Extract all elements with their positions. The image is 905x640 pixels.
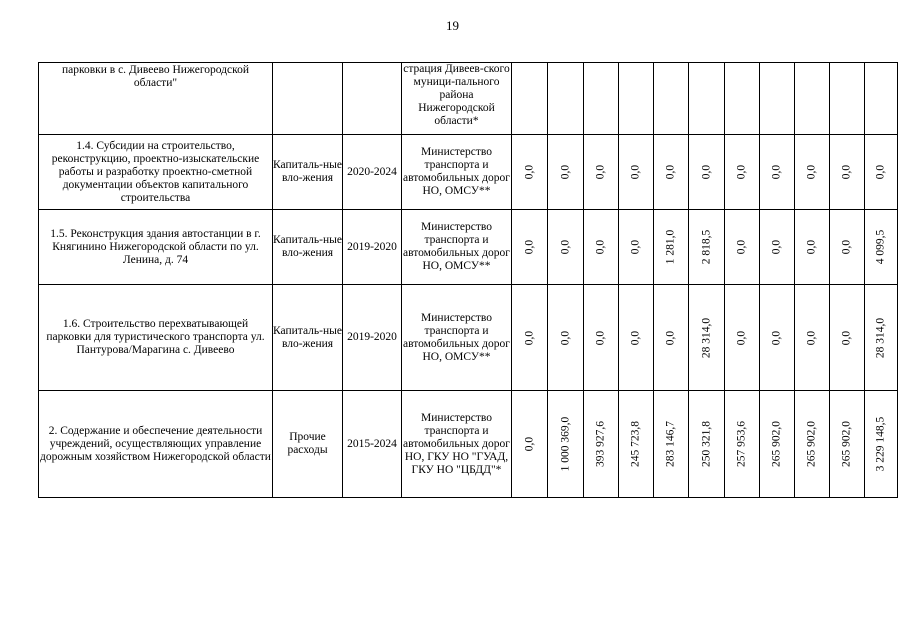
period-cell: 2015-2024 (343, 391, 402, 498)
value-cell (725, 391, 760, 498)
value-text: 0,0 (840, 330, 853, 345)
cost-type-cell: Капиталь-ные вло-жения (273, 285, 343, 391)
measure-name-cell: 1.6. Строительство перехватывающей парковки для туристического транспорта ул. Пантурова/Марагина с. Дивеево (39, 285, 273, 391)
value-text: 0,0 (523, 239, 535, 255)
executor-cell: Министерство транспорта и автомобильных дорог НО, ОМСУ** (402, 135, 512, 210)
value-cell (654, 210, 689, 285)
value-cell (512, 63, 548, 135)
measure-name-cell: 2. Содержание и обеспечение деятельности учреждений, осуществляющих управление дорожным хозяйством Нижегородской области (39, 391, 273, 498)
value-text: 0,0 (735, 330, 748, 345)
value-cell (725, 285, 760, 391)
value-cell (619, 391, 654, 498)
program-table (38, 62, 898, 498)
total-text: 0,0 (874, 164, 887, 180)
value-text: 0,0 (664, 164, 677, 180)
measure-name-cell: 1.4. Субсидии на строительство, реконструкцию, проектно-изыскательские работы и разработку проектно-сметной документации объектов капитального строительства (39, 135, 273, 210)
value-cell (795, 391, 830, 498)
value-cell (548, 285, 584, 391)
value-cell (654, 391, 689, 498)
value-cell (584, 135, 619, 210)
value-cell (619, 135, 654, 210)
value-cell (619, 63, 654, 135)
value-cell (830, 285, 865, 391)
value-text: 0,0 (629, 239, 642, 255)
value-cell (795, 285, 830, 391)
value-text: 257 953,6 (735, 421, 748, 467)
value-text: 1 000 369,0 (559, 416, 571, 472)
value-text: 0,0 (559, 330, 571, 345)
period-cell (343, 63, 402, 135)
table-row (39, 210, 898, 285)
table-row (39, 63, 898, 135)
executor-cell: Министерство транспорта и автомобильных дорог НО, ОМСУ** (402, 285, 512, 391)
value-text: 0,0 (770, 164, 783, 180)
value-text: 393 927,6 (594, 421, 607, 467)
cost-type-cell: Капиталь-ные вло-жения (273, 135, 343, 210)
value-text: 0,0 (629, 330, 642, 345)
value-cell (760, 210, 795, 285)
value-cell (760, 391, 795, 498)
value-text: 0,0 (523, 436, 535, 452)
total-cell (865, 210, 898, 285)
executor-cell: Министерство транспорта и автомобильных дорог НО, ОМСУ** (402, 210, 512, 285)
value-text: 0,0 (805, 164, 818, 180)
value-cell (760, 135, 795, 210)
value-cell (795, 135, 830, 210)
value-text: 0,0 (805, 239, 818, 255)
value-cell (830, 135, 865, 210)
value-cell (760, 285, 795, 391)
value-cell (689, 135, 725, 210)
value-text: 265 902,0 (840, 421, 853, 467)
value-cell (654, 285, 689, 391)
value-cell (512, 210, 548, 285)
value-text: 0,0 (770, 330, 783, 345)
value-text: 0,0 (523, 330, 535, 345)
value-text: 0,0 (523, 164, 535, 180)
value-cell (584, 391, 619, 498)
value-cell (584, 285, 619, 391)
value-cell (512, 285, 548, 391)
value-text: 0,0 (594, 164, 607, 180)
value-cell (548, 210, 584, 285)
total-cell (865, 63, 898, 135)
period-cell: 2019-2020 (343, 285, 402, 391)
value-cell (689, 391, 725, 498)
value-text: 0,0 (735, 239, 748, 255)
value-cell (619, 285, 654, 391)
value-cell (584, 210, 619, 285)
value-cell (689, 63, 725, 135)
value-text: 0,0 (700, 164, 712, 180)
value-text: 0,0 (770, 239, 783, 255)
value-text: 0,0 (805, 330, 818, 345)
total-text: 3 229 148,5 (874, 416, 887, 472)
value-text: 0,0 (594, 239, 607, 255)
value-text: 245 723,8 (629, 421, 642, 467)
value-cell (725, 210, 760, 285)
value-text: 265 902,0 (805, 421, 818, 467)
value-cell (689, 210, 725, 285)
value-cell (689, 285, 725, 391)
value-cell (725, 135, 760, 210)
value-cell (584, 63, 619, 135)
total-cell (865, 391, 898, 498)
value-text: 0,0 (559, 164, 571, 180)
value-text: 2 818,5 (700, 229, 712, 265)
value-cell (830, 210, 865, 285)
value-text: 283 146,7 (664, 421, 677, 467)
value-cell (548, 63, 584, 135)
executor-cell: страция Дивеев-ского муници-пального района Нижегородской области* (402, 63, 512, 135)
value-text: 0,0 (629, 164, 642, 180)
value-cell (830, 391, 865, 498)
executor-cell: Министерство транспорта и автомобильных дорог НО, ГКУ НО "ГУАД, ГКУ НО "ЦБДД"* (402, 391, 512, 498)
value-cell (760, 63, 795, 135)
table-row (39, 285, 898, 391)
value-cell (725, 63, 760, 135)
measure-name-cell: 1.5. Реконструкция здания автостанции в г. Княгинино Нижегородской области по ул. Ленина, д. 74 (39, 210, 273, 285)
value-cell (548, 135, 584, 210)
cost-type-cell (273, 63, 343, 135)
value-cell (512, 391, 548, 498)
value-cell (795, 63, 830, 135)
table-row (39, 135, 898, 210)
total-cell (865, 285, 898, 391)
page-number: 19 (446, 18, 459, 33)
total-text: 28 314,0 (874, 317, 887, 358)
table-row (39, 391, 898, 498)
value-text: 265 902,0 (770, 421, 783, 467)
value-cell (830, 63, 865, 135)
total-text: 4 099,5 (874, 229, 887, 265)
value-text: 0,0 (735, 164, 748, 180)
value-text: 1 281,0 (664, 229, 677, 265)
value-cell (619, 210, 654, 285)
cost-type-cell: Прочие расходы (273, 391, 343, 498)
value-text: 0,0 (840, 239, 853, 255)
value-text: 250 321,8 (700, 421, 712, 467)
value-cell (654, 135, 689, 210)
period-cell: 2020-2024 (343, 135, 402, 210)
cost-type-cell: Капиталь-ные вло-жения (273, 210, 343, 285)
value-cell (548, 391, 584, 498)
value-cell (654, 63, 689, 135)
measure-name-cell: парковки в с. Дивеево Нижегородской области" (39, 63, 273, 135)
value-cell (795, 210, 830, 285)
value-cell (512, 135, 548, 210)
total-cell (865, 135, 898, 210)
value-text: 0,0 (840, 164, 853, 180)
value-text: 28 314,0 (700, 317, 712, 358)
period-cell: 2019-2020 (343, 210, 402, 285)
value-text: 0,0 (664, 330, 677, 345)
value-text: 0,0 (594, 330, 607, 345)
value-text: 0,0 (559, 239, 571, 255)
